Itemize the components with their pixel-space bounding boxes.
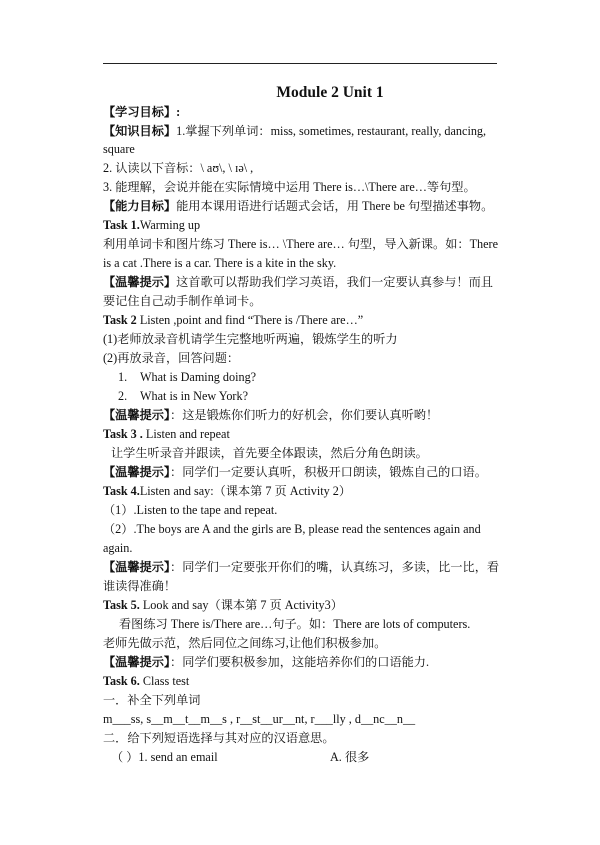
task2-heading [103, 312, 498, 328]
task2-q1-number: 1. [118, 370, 128, 384]
task6-section-2: 二．给下列短语选择与其对应的汉语意思。 [103, 731, 335, 745]
task1-line-1: 利用单词卡和图片练习 There is… \There are… 句型，导入新课。如：There [103, 237, 498, 251]
task2-q1-text: What is Daming doing? [140, 370, 257, 384]
task4-line-2: （2）.The boys are A and the girls are B, please read the sentences again and [103, 522, 481, 536]
task3-heading [103, 426, 498, 442]
task5-title: Task 5. [103, 598, 140, 612]
task3-title: Task 3 . [103, 427, 143, 441]
task2-q2-text: What is in New York? [140, 389, 248, 403]
task4-title: Task 4. [103, 484, 140, 498]
task1-line-2: is a cat .There is a car. There is a kite in the sky. [103, 256, 337, 270]
task2-line-2: (2)再放录音，回答问题： [103, 351, 240, 365]
task3-title-rest: Listen and repeat [142, 427, 230, 441]
task5-line-1: 看图练习 There is/There are…句子。如：There are lots of computers. [119, 617, 471, 631]
task1-tip [103, 274, 498, 290]
task4-title-rest: Listen and say:（课本第 7 页 Activity 2） [139, 484, 352, 498]
task6-heading [103, 673, 498, 689]
knowledge-item-2: 2. 认读以下音标：\ aʊ\, \ ɪə\ , [103, 161, 254, 175]
task4-tip-label: 【温馨提示】 [103, 560, 171, 574]
task5-heading [103, 597, 498, 613]
task6-section-1: 一．补全下列单词 [103, 693, 201, 707]
header-rule [103, 63, 497, 64]
task2-tip-text: ：这是锻炼你们听力的好机会，你们要认真听哟！ [170, 408, 439, 422]
task2-line-1: (1)老师放录音机请学生完整地听两遍，锻炼学生的听力 [103, 332, 398, 346]
task5-tip-label: 【温馨提示】 [103, 655, 171, 669]
task4-line-1: （1）.Listen to the tape and repeat. [103, 503, 278, 517]
task1-tip-label: 【温馨提示】 [103, 275, 177, 289]
task4-tip-text-2: 谁读得准确！ [103, 579, 177, 593]
task6-item-1-text: （ ）1. send an email [111, 750, 218, 764]
task6-word-blanks: m___ss, s__m__t__m__s , r__st__ur__nt, r___lly , d__nc__n__ [103, 712, 416, 726]
task6-title-rest: Class test [139, 674, 190, 688]
task5-tip [103, 654, 498, 670]
task4-tip [103, 559, 498, 575]
knowledge-item-3: 3. 能理解，会说并能在实际情境中运用 There is…\There are…等句型。 [103, 180, 476, 194]
task2-title: Task 2 [103, 313, 137, 327]
task1-tip-text-1: 这首歌可以帮助我们学习英语，我们一定要认真参与！而且 [176, 275, 493, 289]
ability-objective [103, 198, 498, 214]
knowledge-text-2: square [103, 142, 135, 156]
task1-title-rest: Warming up [139, 218, 201, 232]
task2-tip [103, 407, 498, 423]
ability-text: 能用本课用语进行话题式会话，用 There be 句型描述事物。 [176, 199, 494, 213]
task3-tip-text: ：同学们一定要认真听，积极开口朗读，锻炼自己的口语。 [170, 465, 487, 479]
task1-heading [103, 217, 498, 233]
task2-tip-label: 【温馨提示】 [103, 408, 171, 422]
task3-line-1: 让学生听录音并跟读，首先要全体跟读，然后分角色朗读。 [111, 446, 428, 460]
task4-heading [103, 483, 498, 499]
task6-option-a: A. 很多 [330, 750, 370, 764]
task5-tip-text: ：同学们要积极参加，这能培养你们的口语能力. [170, 655, 430, 669]
task4-tip-text-1: ：同学们一定要张开你们的嘴，认真练习，多读，比一比，看 [170, 560, 500, 574]
knowledge-label: 【知识目标】 [103, 124, 177, 138]
objectives-header: 【学习目标】: [103, 105, 181, 119]
knowledge-text-1: 1.掌握下列单词：miss, sometimes, restaurant, really, dancing, [176, 124, 487, 138]
task6-title: Task 6. [103, 674, 140, 688]
task2-q2-number: 2. [118, 389, 128, 403]
task1-title: Task 1. [103, 218, 140, 232]
task3-tip-label: 【温馨提示】 [103, 465, 171, 479]
task5-line-2: 老师先做示范，然后同位之间练习,让他们积极参加。 [103, 636, 387, 650]
knowledge-objective [103, 123, 498, 139]
task3-tip [103, 464, 498, 480]
task1-tip-text-2: 要记住自己动手制作单词卡。 [103, 294, 262, 308]
page-title: Module 2 Unit 1 [276, 84, 384, 101]
task2-title-rest: Listen ,point and find “There is /There are…” [136, 313, 364, 327]
task5-title-rest: Look and say（课本第 7 页 Activity3） [139, 598, 343, 612]
task6-item-1 [111, 749, 506, 765]
task4-line-3: again. [103, 541, 133, 555]
ability-label: 【能力目标】 [103, 199, 177, 213]
